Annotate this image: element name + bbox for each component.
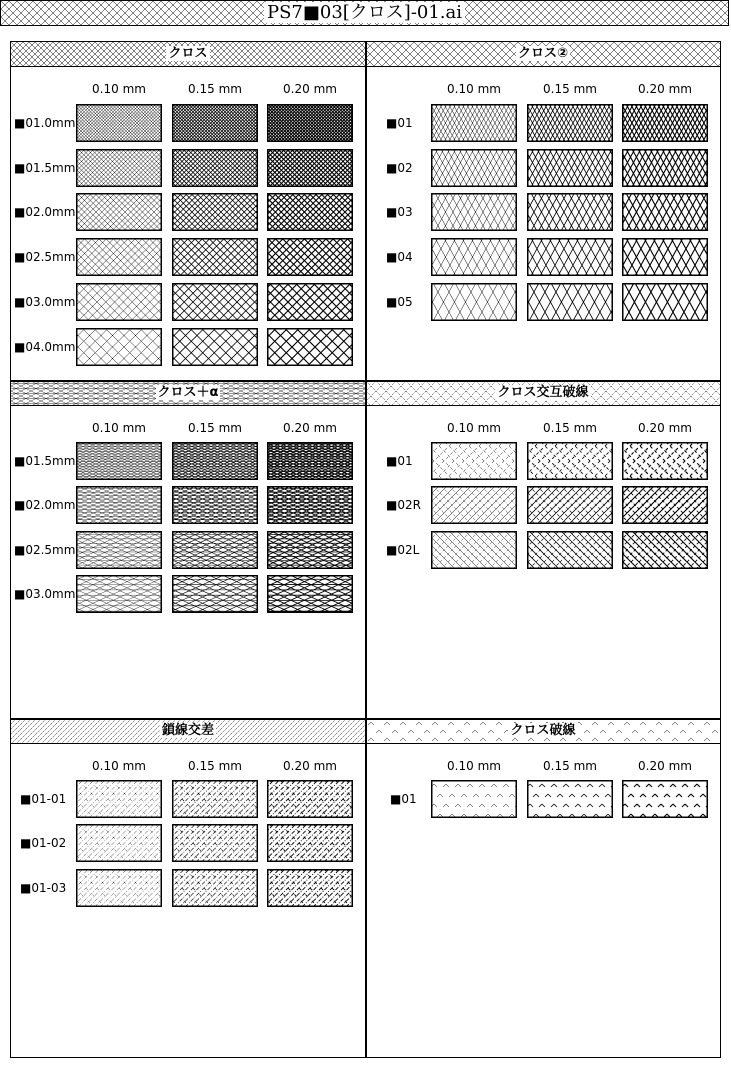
row-label: ■01-03 (20, 880, 67, 895)
hatch-swatch (172, 283, 258, 321)
hatch-swatch (172, 328, 258, 366)
hatch-pattern (76, 149, 162, 187)
hatch-swatch (172, 193, 258, 231)
hatch-swatch (172, 575, 258, 613)
row-label: ■05 (386, 294, 413, 309)
column-label: 0.20 mm (638, 421, 692, 435)
column-label: 0.10 mm (92, 82, 146, 96)
hatch-swatch (431, 486, 517, 524)
hatch-swatch (267, 328, 353, 366)
hatch-pattern (431, 104, 517, 142)
hatch-swatch (431, 104, 517, 142)
hatch-swatch (172, 531, 258, 569)
row-label: ■02.5mm (14, 542, 76, 557)
hatch-swatch (527, 780, 613, 818)
hatch-swatch (76, 238, 162, 276)
hatch-swatch (267, 575, 353, 613)
hatch-swatch (76, 442, 162, 480)
hatch-swatch (622, 486, 708, 524)
hatch-swatch (622, 149, 708, 187)
hatch-pattern (172, 780, 258, 818)
hatch-swatch (267, 869, 353, 907)
hatch-pattern (527, 104, 613, 142)
hatch-pattern (76, 575, 162, 613)
hatch-pattern (622, 531, 708, 569)
row-label: ■02.5mm (14, 250, 76, 265)
section-header (366, 719, 720, 744)
hatch-pattern (431, 486, 517, 524)
hatch-pattern (527, 780, 613, 818)
hatch-swatch (76, 824, 162, 862)
hatch-pattern (172, 486, 258, 524)
row-label: ■03 (386, 205, 413, 220)
column-label: 0.20 mm (638, 82, 692, 96)
section-cross (11, 42, 365, 380)
hatch-swatch (267, 824, 353, 862)
hatch-swatch (527, 486, 613, 524)
section-title: 鎖線交差 (161, 723, 214, 738)
hatch-pattern (172, 442, 258, 480)
section-title-wrap (11, 384, 365, 402)
hatch-swatch (76, 486, 162, 524)
hatch-swatch (76, 283, 162, 321)
hatch-swatch (76, 869, 162, 907)
hatch-pattern (76, 824, 162, 862)
hatch-swatch (76, 575, 162, 613)
row-label: ■01 (386, 116, 413, 130)
hatch-pattern (267, 486, 353, 524)
column-label: 0.10 mm (92, 421, 146, 435)
hatch-pattern (527, 283, 613, 321)
column-label: 0.15 mm (188, 421, 242, 435)
hatch-swatch (172, 442, 258, 480)
column-label: 0.10 mm (447, 421, 501, 435)
document-title: PS7■03[クロス]-01.ai (264, 2, 465, 23)
hatch-swatch (172, 104, 258, 142)
column-label: 0.10 mm (92, 759, 146, 773)
column-label: 0.15 mm (543, 421, 597, 435)
section-cross-alt-dash (366, 381, 720, 718)
hatch-swatch (267, 531, 353, 569)
hatch-swatch (622, 283, 708, 321)
hatch-swatch (76, 328, 162, 366)
hatch-swatch (431, 531, 517, 569)
hatch-pattern (527, 442, 613, 480)
hatch-pattern (76, 486, 162, 524)
hatch-pattern (76, 238, 162, 276)
hatch-swatch (172, 824, 258, 862)
column-label: 0.15 mm (188, 82, 242, 96)
column-label: 0.20 mm (283, 82, 337, 96)
hatch-pattern (267, 780, 353, 818)
hatch-pattern (267, 328, 353, 366)
hatch-pattern (76, 780, 162, 818)
section-title: クロス② (517, 46, 568, 61)
hatch-swatch (76, 780, 162, 818)
hatch-pattern (527, 531, 613, 569)
hatch-pattern (527, 149, 613, 187)
hatch-swatch (76, 193, 162, 231)
hatch-pattern (267, 104, 353, 142)
hatch-swatch (76, 104, 162, 142)
section-header (11, 381, 365, 406)
row-label: ■02.0mm (14, 498, 76, 513)
hatch-pattern (172, 149, 258, 187)
row-label: ■03.0mm (14, 294, 76, 309)
hatch-swatch (527, 193, 613, 231)
hatch-swatch (527, 531, 613, 569)
row-label: ■01 (390, 792, 417, 806)
hatch-pattern (267, 824, 353, 862)
hatch-pattern (172, 824, 258, 862)
hatch-swatch (172, 238, 258, 276)
row-label: ■01-01 (20, 792, 67, 806)
hatch-swatch (267, 149, 353, 187)
column-label: 0.15 mm (543, 82, 597, 96)
hatch-pattern (172, 238, 258, 276)
hatch-swatch (172, 869, 258, 907)
section-cross2 (366, 42, 720, 380)
hatch-pattern (527, 193, 613, 231)
hatch-pattern (172, 328, 258, 366)
hatch-pattern (76, 193, 162, 231)
document-title-wrap (1, 2, 728, 24)
row-label: ■03.0mm (14, 586, 76, 601)
hatch-swatch (267, 442, 353, 480)
row-label: ■02L (386, 542, 420, 557)
row-label: ■04.0mm (14, 339, 76, 354)
section-title: クロス＋α (157, 385, 219, 400)
hatch-pattern (76, 869, 162, 907)
hatch-pattern (431, 149, 517, 187)
hatch-swatch (267, 283, 353, 321)
row-label: ■01 (386, 454, 413, 468)
hatch-swatch (172, 149, 258, 187)
hatch-pattern (622, 238, 708, 276)
hatch-swatch (76, 149, 162, 187)
hatch-pattern (172, 104, 258, 142)
hatch-pattern (76, 328, 162, 366)
hatch-pattern (622, 486, 708, 524)
column-label: 0.20 mm (638, 759, 692, 773)
hatch-swatch (267, 486, 353, 524)
hatch-swatch (622, 238, 708, 276)
hatch-pattern (431, 442, 517, 480)
hatch-swatch (431, 149, 517, 187)
hatch-pattern (267, 193, 353, 231)
section-header (366, 42, 720, 67)
document-title-bar (0, 0, 729, 26)
hatch-swatch (527, 283, 613, 321)
hatch-pattern (431, 283, 517, 321)
row-label: ■04 (386, 250, 413, 265)
hatch-swatch (622, 442, 708, 480)
hatch-pattern (267, 149, 353, 187)
section-cross-dash (366, 719, 720, 1057)
hatch-pattern (172, 869, 258, 907)
hatch-swatch (172, 780, 258, 818)
section-title-wrap (366, 722, 720, 740)
hatch-pattern (267, 283, 353, 321)
hatch-pattern (76, 283, 162, 321)
hatch-pattern (267, 575, 353, 613)
column-label: 0.10 mm (447, 82, 501, 96)
hatch-pattern (76, 442, 162, 480)
row-label: ■01.0mm (14, 116, 76, 130)
hatch-pattern (622, 149, 708, 187)
hatch-swatch (527, 104, 613, 142)
column-label: 0.20 mm (283, 759, 337, 773)
hatch-pattern (172, 575, 258, 613)
hatch-swatch (76, 531, 162, 569)
row-label: ■02.0mm (14, 205, 76, 220)
hatch-pattern (76, 104, 162, 142)
hatch-pattern (622, 193, 708, 231)
hatch-swatch (267, 104, 353, 142)
hatch-swatch (527, 238, 613, 276)
column-label: 0.10 mm (447, 759, 501, 773)
column-label: 0.15 mm (188, 759, 242, 773)
hatch-swatch (622, 531, 708, 569)
section-title: クロス交互破線 (497, 385, 589, 400)
hatch-swatch (172, 486, 258, 524)
section-title: クロス破線 (510, 723, 576, 738)
column-label: 0.15 mm (543, 759, 597, 773)
hatch-swatch (431, 238, 517, 276)
hatch-swatch (267, 193, 353, 231)
hatch-pattern (172, 531, 258, 569)
row-label: ■01-02 (20, 836, 67, 851)
hatch-pattern (431, 238, 517, 276)
section-chain-cross (11, 719, 365, 1057)
hatch-pattern (527, 486, 613, 524)
section-title-wrap (11, 722, 365, 740)
hatch-pattern (431, 193, 517, 231)
hatch-pattern (622, 283, 708, 321)
section-header (11, 42, 365, 67)
section-title-wrap (11, 45, 365, 63)
row-label: ■02R (386, 498, 421, 513)
hatch-pattern (527, 238, 613, 276)
hatch-pattern (622, 780, 708, 818)
hatch-swatch (527, 149, 613, 187)
row-label: ■01.5mm (14, 160, 76, 175)
section-header (11, 719, 365, 744)
hatch-pattern (267, 442, 353, 480)
hatch-swatch (267, 780, 353, 818)
hatch-swatch (267, 238, 353, 276)
hatch-pattern (622, 442, 708, 480)
hatch-pattern (431, 780, 517, 818)
hatch-swatch (622, 780, 708, 818)
section-title-wrap (366, 45, 720, 63)
hatch-swatch (431, 442, 517, 480)
hatch-pattern (172, 283, 258, 321)
hatch-pattern (172, 193, 258, 231)
hatch-pattern (267, 238, 353, 276)
hatch-swatch (431, 283, 517, 321)
hatch-pattern (431, 531, 517, 569)
row-label: ■01.5mm (14, 454, 76, 468)
hatch-swatch (431, 780, 517, 818)
column-label: 0.20 mm (283, 421, 337, 435)
hatch-pattern (267, 869, 353, 907)
hatch-swatch (622, 104, 708, 142)
section-cross-plus (11, 381, 365, 718)
hatch-swatch (431, 193, 517, 231)
row-label: ■02 (386, 160, 413, 175)
hatch-pattern (622, 104, 708, 142)
hatch-pattern (76, 531, 162, 569)
section-header (366, 381, 720, 406)
section-title-wrap (366, 384, 720, 402)
hatch-swatch (527, 442, 613, 480)
section-title: クロス (168, 46, 208, 61)
hatch-pattern (267, 531, 353, 569)
hatch-swatch (622, 193, 708, 231)
